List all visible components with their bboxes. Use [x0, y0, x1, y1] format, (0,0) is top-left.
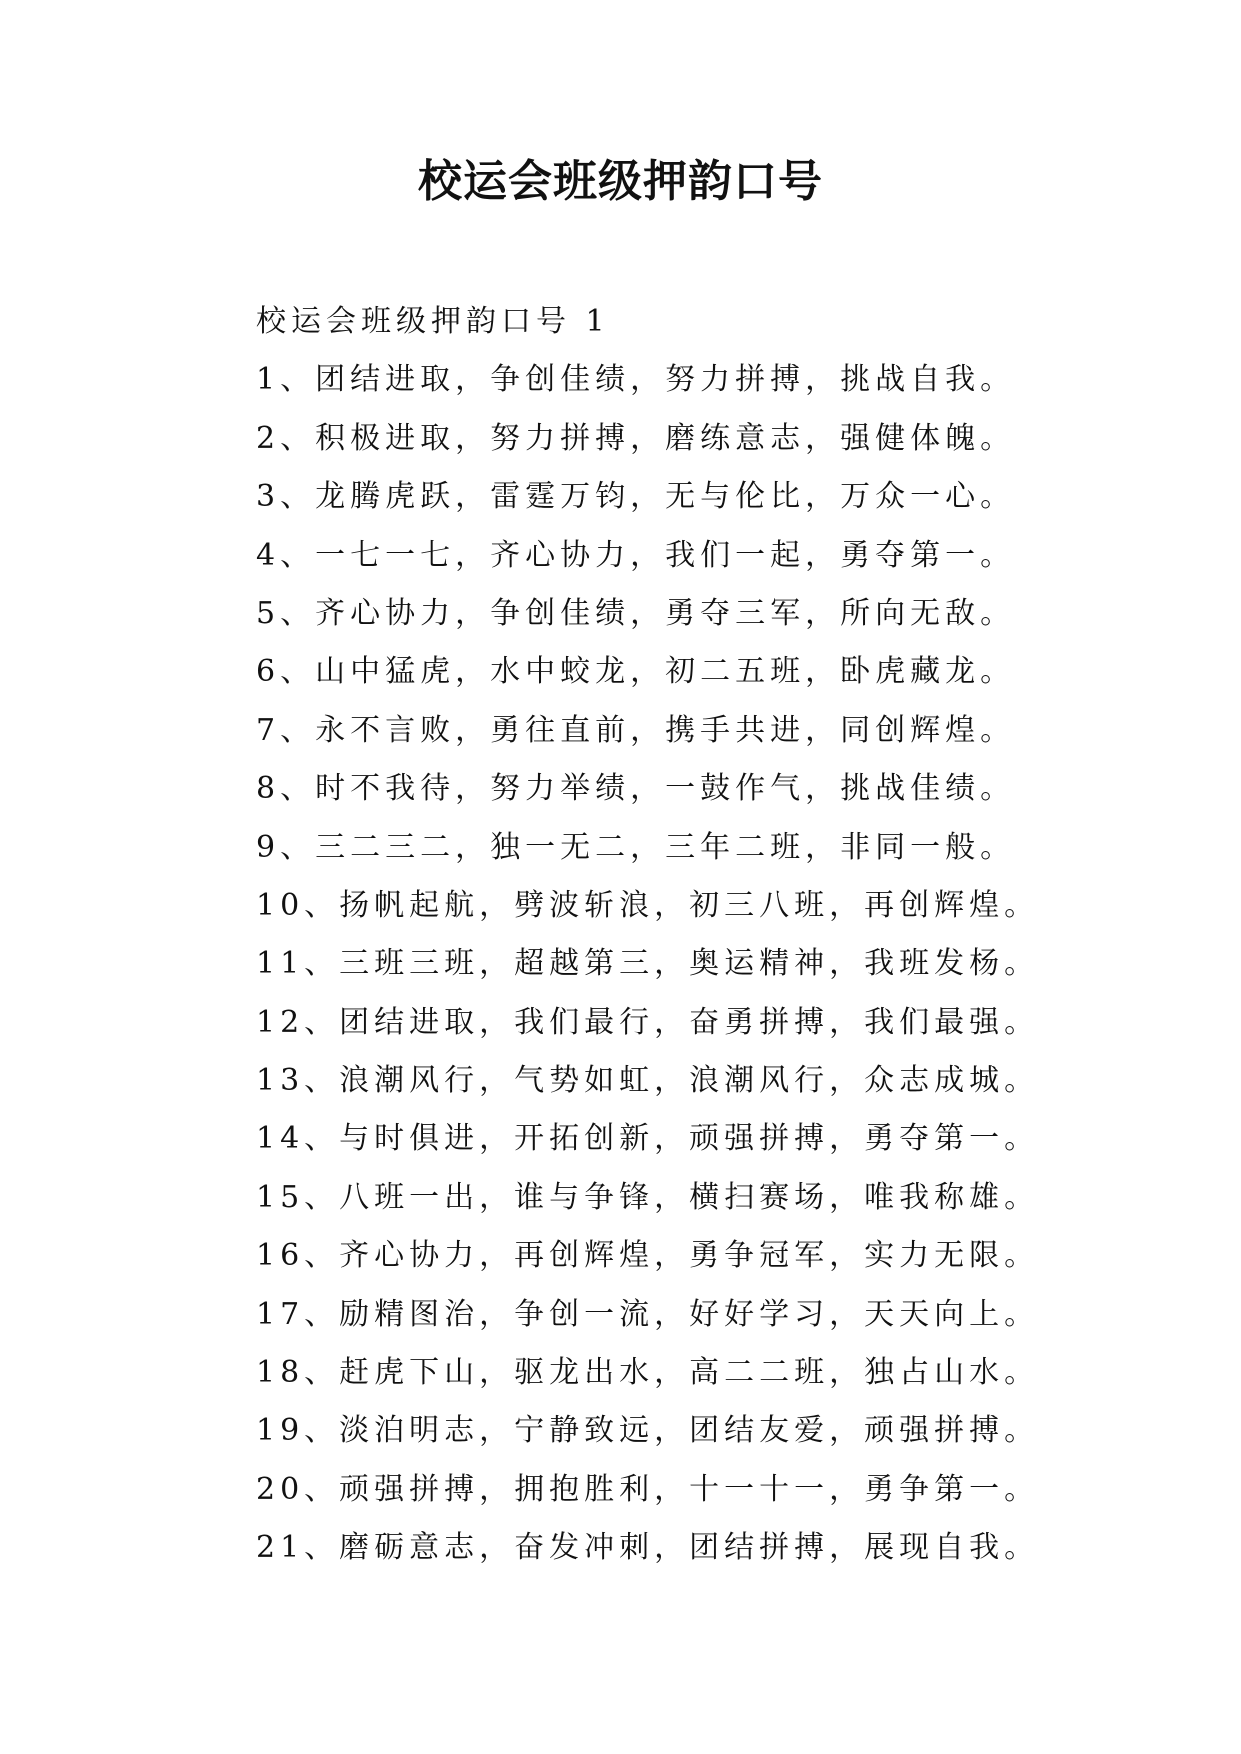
slogan-line-12: 12、团结进取，我们最行，奋勇拼搏，我们最强。 [256, 1004, 1040, 1040]
slogan-line-8: 8、时不我待，努力举绩，一鼓作气，挑战佳绩。 [256, 771, 1016, 807]
slogan-line-16: 16、齐心协力，再创辉煌，勇争冠军，实力无限。 [256, 1238, 1040, 1274]
slogan-line-15: 15、八班一出，谁与争锋，横扫赛场，唯我称雄。 [256, 1179, 1040, 1215]
slogan-line-2: 2、积极进取，努力拼搏，磨练意志，强健体魄。 [256, 420, 1016, 456]
slogan-line-14: 14、与时俱进，开拓创新，顽强拼搏，勇夺第一。 [256, 1121, 1040, 1157]
slogan-line-11: 11、三班三班，超越第三，奥运精神，我班发杨。 [256, 946, 1040, 982]
slogan-line-13: 13、浪潮风行，气势如虹，浪潮风行，众志成城。 [256, 1063, 1040, 1099]
slogan-line-17: 17、励精图治，争创一流，好好学习，天天向上。 [256, 1296, 1040, 1332]
section-heading: 校运会班级押韵口号 1 [256, 304, 610, 339]
slogan-line-7: 7、永不言败，勇往直前，携手共进，同创辉煌。 [256, 712, 1016, 748]
slogan-line-18: 18、赶虎下山，驱龙出水，高二二班，独占山水。 [256, 1355, 1040, 1391]
slogan-line-21: 21、磨砺意志，奋发冲刺，团结拼搏，展现自我。 [256, 1530, 1040, 1566]
slogan-line-19: 19、淡泊明志，宁静致远，团结友爱，顽强拼搏。 [256, 1413, 1040, 1449]
slogan-line-4: 4、一七一七，齐心协力，我们一起，勇夺第一。 [256, 537, 1016, 573]
slogan-line-6: 6、山中猛虎，水中蛟龙，初二五班，卧虎藏龙。 [256, 654, 1016, 690]
slogan-line-1: 1、团结进取，争创佳绩，努力拼搏，挑战自我。 [256, 362, 1016, 398]
slogan-line-9: 9、三二三二，独一无二，三年二班，非同一般。 [256, 829, 1016, 865]
slogan-line-3: 3、龙腾虎跃，雷霆万钧，无与伦比，万众一心。 [256, 479, 1016, 515]
slogan-line-20: 20、顽强拼搏，拥抱胜利，十一十一，勇争第一。 [256, 1471, 1040, 1507]
slogan-line-10: 10、扬帆起航，劈波斩浪，初三八班，再创辉煌。 [256, 887, 1040, 923]
slogan-line-5: 5、齐心协力，争创佳绩，勇夺三军，所向无敌。 [256, 595, 1016, 631]
document-title: 校运会班级押韵口号 [418, 156, 823, 207]
document-body [256, 293, 1040, 1578]
